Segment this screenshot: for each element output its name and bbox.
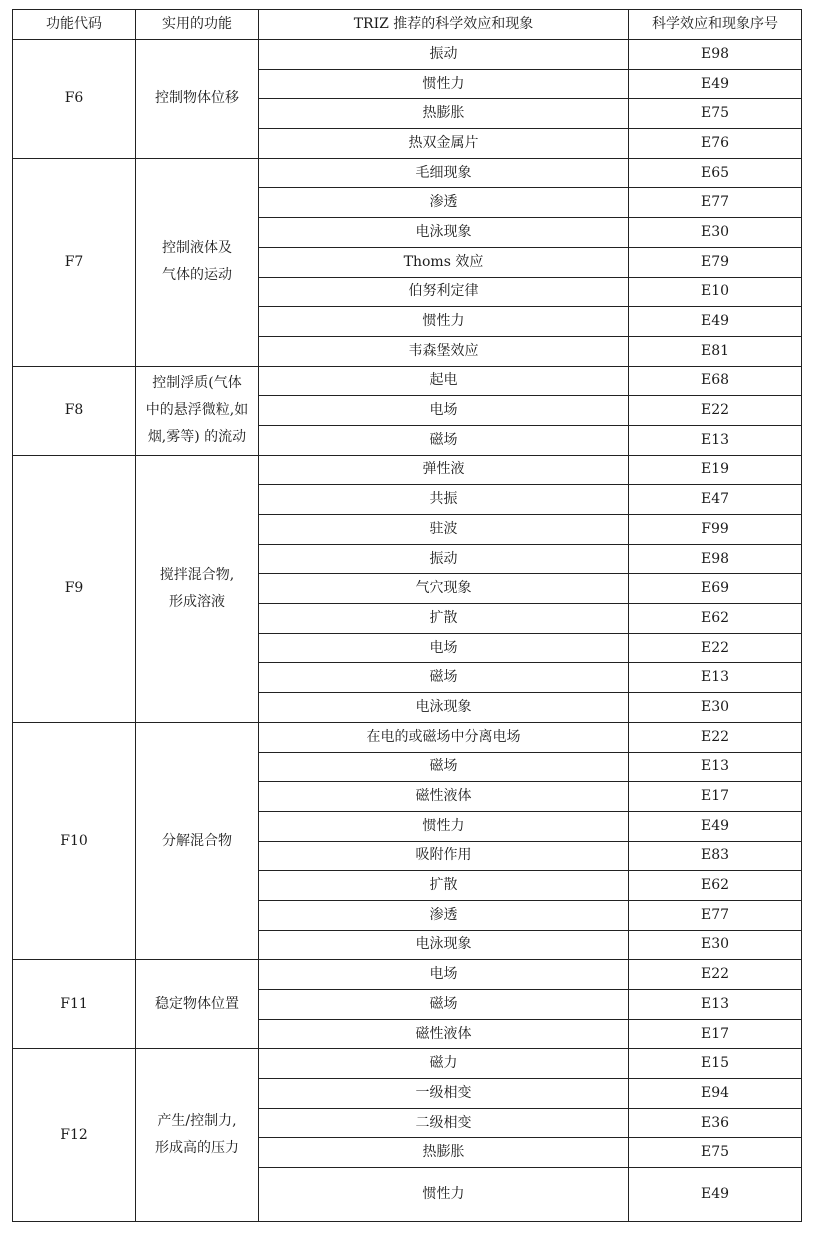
effect-name-cell: 气穴现象 <box>259 574 629 604</box>
practical-function-line: 分解混合物 <box>162 832 232 849</box>
effect-name-cell: 振动 <box>259 40 629 70</box>
practical-function-line: 搅拌混合物, <box>159 566 235 583</box>
effect-name-cell: 惯性力 <box>259 307 629 337</box>
table-row <box>13 40 802 70</box>
effect-name-cell: 热膨胀 <box>259 1138 629 1168</box>
effect-number-cell: E69 <box>629 574 802 604</box>
table-row <box>13 158 802 188</box>
effect-name-cell: 毛细现象 <box>259 158 629 188</box>
practical-function-line: 烟,雾等) 的流动 <box>147 429 247 446</box>
effect-number-cell: E30 <box>629 693 802 723</box>
function-code-cell: F6 <box>13 40 136 159</box>
effect-number-cell: E30 <box>629 930 802 960</box>
effect-name-cell: 惯性力 <box>259 69 629 99</box>
effect-number-cell: E62 <box>629 604 802 634</box>
practical-function-cell <box>136 158 259 366</box>
effect-name-cell: Thoms 效应 <box>259 247 629 277</box>
effect-number-cell: E22 <box>629 722 802 752</box>
table-row <box>13 960 802 990</box>
effect-name-cell: 磁性液体 <box>259 782 629 812</box>
effect-number-cell: F99 <box>629 515 802 545</box>
effect-name-cell: 渗透 <box>259 188 629 218</box>
effect-number-cell: E19 <box>629 455 802 485</box>
header-practical-function: 实用的功能 <box>136 10 259 40</box>
effect-name-cell: 渗透 <box>259 900 629 930</box>
effect-name-cell: 弹性液 <box>259 455 629 485</box>
practical-function-line: 控制物体位移 <box>155 90 239 107</box>
practical-function-cell <box>136 722 259 960</box>
effect-name-cell: 磁场 <box>259 990 629 1020</box>
effect-name-cell: 磁场 <box>259 752 629 782</box>
effect-number-cell: E94 <box>629 1079 802 1109</box>
function-code-cell: F7 <box>13 158 136 366</box>
effect-number-cell: E49 <box>629 307 802 337</box>
practical-function-cell <box>136 960 259 1049</box>
effect-name-cell: 磁性液体 <box>259 1019 629 1049</box>
effect-number-cell: E98 <box>629 40 802 70</box>
effect-name-cell: 电场 <box>259 960 629 990</box>
effect-name-cell: 电泳现象 <box>259 218 629 248</box>
effect-name-cell: 驻波 <box>259 515 629 545</box>
table-row <box>13 722 802 752</box>
effect-name-cell: 共振 <box>259 485 629 515</box>
header-function-code: 功能代码 <box>13 10 136 40</box>
effect-number-cell: E77 <box>629 188 802 218</box>
effect-number-cell: E13 <box>629 752 802 782</box>
effect-number-cell: E22 <box>629 396 802 426</box>
effect-name-cell: 二级相变 <box>259 1108 629 1138</box>
effect-number-cell: E49 <box>629 1168 802 1222</box>
practical-function-cell <box>136 455 259 722</box>
practical-function-line: 控制浮质(气体 <box>152 375 242 392</box>
effects-table-sheet <box>12 9 801 1222</box>
effect-name-cell: 磁场 <box>259 425 629 455</box>
practical-function-line: 稳定物体位置 <box>155 995 239 1012</box>
table-row <box>13 455 802 485</box>
header-triz-effects: TRIZ 推荐的科学效应和现象 <box>259 10 629 40</box>
effect-number-cell: E75 <box>629 1138 802 1168</box>
effect-name-cell: 磁力 <box>259 1049 629 1079</box>
effect-name-cell: 电泳现象 <box>259 693 629 723</box>
effects-table <box>12 9 802 1222</box>
practical-function-line: 形成高的压力 <box>155 1140 239 1157</box>
effect-name-cell: 惯性力 <box>259 1168 629 1222</box>
effect-number-cell: E77 <box>629 900 802 930</box>
effect-name-cell: 电场 <box>259 396 629 426</box>
table-row <box>13 1049 802 1079</box>
practical-function-line: 控制液体及 <box>162 240 232 257</box>
effect-number-cell: E30 <box>629 218 802 248</box>
effect-number-cell: E49 <box>629 69 802 99</box>
effect-number-cell: E81 <box>629 336 802 366</box>
effect-name-cell: 电场 <box>259 633 629 663</box>
practical-function-line: 产生/控制力, <box>157 1113 237 1130</box>
practical-function-line: 气体的运动 <box>162 267 232 284</box>
header-effect-number: 科学效应和现象序号 <box>629 10 802 40</box>
effect-number-cell: E13 <box>629 663 802 693</box>
effect-number-cell: E22 <box>629 960 802 990</box>
practical-function-cell <box>136 366 259 455</box>
effect-number-cell: E49 <box>629 811 802 841</box>
effect-name-cell: 扩散 <box>259 604 629 634</box>
function-code-cell: F12 <box>13 1049 136 1222</box>
effect-name-cell: 在电的或磁场中分离电场 <box>259 722 629 752</box>
effect-number-cell: E83 <box>629 841 802 871</box>
effect-number-cell: E17 <box>629 1019 802 1049</box>
effect-number-cell: E15 <box>629 1049 802 1079</box>
function-code-cell: F10 <box>13 722 136 960</box>
function-code-cell: F8 <box>13 366 136 455</box>
effect-number-cell: E79 <box>629 247 802 277</box>
effect-name-cell: 起电 <box>259 366 629 396</box>
effect-number-cell: E13 <box>629 425 802 455</box>
effect-name-cell: 一级相变 <box>259 1079 629 1109</box>
effect-number-cell: E47 <box>629 485 802 515</box>
effect-number-cell: E98 <box>629 544 802 574</box>
effect-name-cell: 伯努利定律 <box>259 277 629 307</box>
function-code-cell: F11 <box>13 960 136 1049</box>
effect-number-cell: E62 <box>629 871 802 901</box>
effect-name-cell: 扩散 <box>259 871 629 901</box>
effect-number-cell: E13 <box>629 990 802 1020</box>
effect-number-cell: E76 <box>629 129 802 159</box>
effect-name-cell: 吸附作用 <box>259 841 629 871</box>
effect-number-cell: E75 <box>629 99 802 129</box>
effect-name-cell: 振动 <box>259 544 629 574</box>
effect-number-cell: E65 <box>629 158 802 188</box>
effect-number-cell: E17 <box>629 782 802 812</box>
effect-name-cell: 电泳现象 <box>259 930 629 960</box>
practical-function-cell <box>136 1049 259 1222</box>
effect-number-cell: E10 <box>629 277 802 307</box>
table-body <box>13 40 802 1222</box>
effect-number-cell: E22 <box>629 633 802 663</box>
header-row <box>13 10 802 40</box>
effect-name-cell: 惯性力 <box>259 811 629 841</box>
effect-name-cell: 热双金属片 <box>259 129 629 159</box>
practical-function-cell <box>136 40 259 159</box>
effect-number-cell: E68 <box>629 366 802 396</box>
effect-name-cell: 热膨胀 <box>259 99 629 129</box>
practical-function-line: 中的悬浮微粒,如 <box>145 402 249 419</box>
practical-function-line: 形成溶液 <box>169 593 225 610</box>
effect-name-cell: 韦森堡效应 <box>259 336 629 366</box>
function-code-cell: F9 <box>13 455 136 722</box>
effect-number-cell: E36 <box>629 1108 802 1138</box>
table-row <box>13 366 802 396</box>
effect-name-cell: 磁场 <box>259 663 629 693</box>
